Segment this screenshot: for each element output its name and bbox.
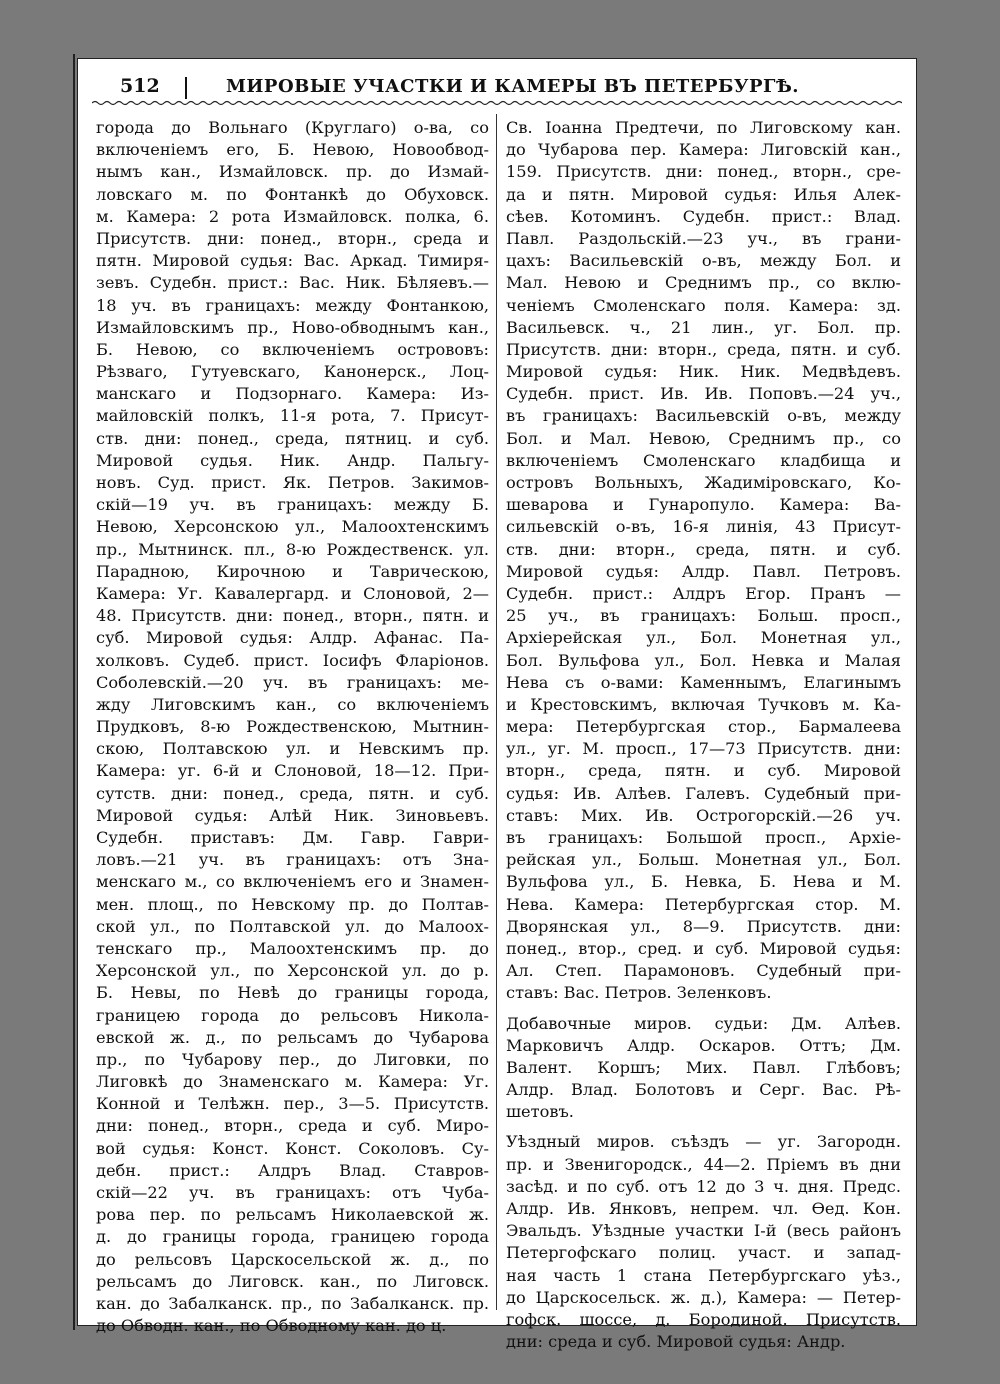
left-column-text-line: зевъ. Судебн. прист.: Вас. Ник. Бѣляевъ.— (96, 273, 489, 293)
right-column-text-line: Вульфова ул., Б. Невка, Б. Нева и М. (506, 872, 901, 892)
left-column-text-line: до рельсовъ Царскосельской ж. д., по (96, 1249, 489, 1269)
left-column-text-line: Невою, Херсонскою ул., Малоохтенскимъ (96, 517, 489, 537)
right-column-text-line: Ал. Степ. Парамоновъ. Судебный при- (506, 961, 901, 981)
left-column-text-line: Б. Невою, со включеніемъ острововъ: (96, 339, 489, 359)
outer-frame-line (73, 54, 75, 1330)
left-column-text-line: майловскій полкъ, 11-я рота, 7. Присут- (96, 406, 489, 426)
left-column-text-line: Присутств. дни: понед., вторн., среда и (96, 228, 489, 248)
left-column-text-line: Соболевскій.—20 уч. въ границахъ: ме- (96, 672, 489, 692)
left-column-text-line: манскаго и Подзорнаго. Камера: Из- (96, 384, 489, 404)
left-column-text-line: границею города до рельсовъ Никола- (96, 1005, 489, 1025)
right-column-text-line: понед., втор., сред. и суб. Мировой судья: (506, 938, 901, 958)
right-column-text-line: ставъ: Мих. Ив. Острогорскій.—26 уч. (506, 805, 901, 825)
right-column-text-line: ул., уг. М. просп., 17—73 Присутств. дни: (506, 739, 901, 759)
right-column-text-line: да и пятн. Мировой судья: Илья Алек- (506, 184, 901, 204)
right-column-text-line: шетовъ. (506, 1102, 574, 1122)
left-column-text-line: дни: понед., вторн., среда и суб. Миро- (96, 1116, 489, 1136)
left-column-text-line: пр., Мытнинск. пл., 8-ю Рождественск. ул. (96, 539, 489, 559)
left-column-text-line: новъ. Суд. прист. Як. Петров. Закимов- (96, 473, 489, 492)
left-column-text-line: включеніемъ его, Б. Невою, Новообвод- (96, 140, 489, 160)
left-column-text-line: м. Камера: 2 рота Измайловск. полка, 6. (96, 206, 489, 226)
left-column-text-line: города до Вольнаго (Круглаго) о-ва, со (96, 118, 489, 137)
right-column-text-line: Павл. Раздольскій.—23 уч., въ грани- (506, 228, 901, 248)
right-column-text-line: Валент. Коршъ; Мих. Павл. Глѣбовъ; (506, 1057, 901, 1077)
right-column-text-line: островъ Вольныхъ, Жадиміровскаго, Ко- (506, 473, 901, 492)
right-column-text-line: въ границахъ: Васильевскій о-въ, между (506, 406, 901, 426)
right-column-text-line: Судебн. прист.: Алдръ Егор. Пранъ — (506, 583, 901, 603)
left-column-text-line: д. до границы города, границею города (96, 1227, 489, 1247)
page-title: МИРОВЫЕ УЧАСТКИ И КАМЕРЫ ВЪ ПЕТЕРБУРГѢ. (226, 76, 800, 97)
right-column-text-line: Нева. Камера: Петербургская стор. М. (506, 894, 901, 914)
right-column-text-line: Алдр. Влад. Болотовъ и Серг. Вас. Рѣ- (506, 1080, 901, 1100)
left-column-text-line: ской ул., по Полтавской ул. до Малоох- (96, 916, 489, 936)
right-column-text-line: ств. дни: вторн., среда, пятн. и суб. (506, 539, 901, 559)
left-column-text-line: ловскаго м. по Фонтанкѣ до Обуховск. (96, 184, 489, 204)
left-column-text-line: менскаго м., со включеніемъ его и Знамен- (96, 872, 489, 892)
left-column-text-line: Б. Невы, по Невѣ до границы города, (96, 983, 489, 1003)
right-column-text-line: ная часть 1 стана Петербургскаго уѣз., (506, 1265, 901, 1285)
header-wavy-rule (92, 99, 902, 107)
left-column-text-line: ловъ.—21 уч. въ границахъ: отъ Зна- (96, 850, 489, 870)
right-column-text-line: шеварова и Гунаропуло. Камера: Ва- (506, 495, 901, 515)
header-separator (185, 77, 187, 99)
right-column-text-line: Мал. Невою и Среднимъ пр., со вклю- (506, 273, 901, 293)
left-column-text-line: Лиговкѣ до Знаменскаго м. Камера: Уг. (96, 1072, 489, 1092)
left-column-text-line: рельсамъ до Лиговск. кан., по Лиговск. (96, 1271, 489, 1291)
left-column-text-line: рова пер. по рельсамъ Николаевской ж. (96, 1205, 489, 1225)
right-column-text-line: Добавочные миров. судьи: Дм. Алѣев. (506, 1013, 901, 1033)
left-column-text-line: Камера: уг. 6-й и Слоновой, 18—12. При- (96, 761, 489, 781)
left-column-text-line: ств. дни: понед., среда, пятниц. и суб. (96, 428, 489, 448)
right-column-text-line: Св. Іоанна Предтечи, по Лиговскому кан. (506, 118, 901, 137)
left-column-text-line: кан. до Забалканск. пр., по Забалканск. пр. (96, 1293, 489, 1313)
book-page (77, 58, 917, 1352)
right-column-text-line: до Чубарова пер. Камера: Лиговскій кан., (506, 140, 901, 160)
left-column-text-line: пятн. Мировой судья: Вас. Аркад. Тимиря- (96, 251, 489, 271)
right-column-text-line: Бол. и Мал. Невою, Среднимъ пр., со (506, 428, 901, 448)
right-column-text-line: 159. Присутств. дни: понед., вторн., сре- (506, 162, 901, 182)
left-column-text-line: евской ж. д., по рельсамъ до Чубарова (96, 1027, 489, 1047)
right-column-text-line: пр. и Звенигородск., 44—2. Пріемъ въ дни (506, 1154, 901, 1174)
left-column-text-line: 18 уч. въ границахъ: между Фонтанкою, (96, 295, 489, 315)
right-column-text-line: дни: среда и суб. Мировой судья: Андр. (506, 1332, 846, 1352)
left-column-text-line: жду Лиговскимъ кан., со включеніемъ (96, 694, 489, 714)
left-column-text-line: дебн. прист.: Алдръ Влад. Ставров- (96, 1160, 489, 1180)
left-column-text-line: Рѣзваго, Гутуевскаго, Канонерск., Лоц- (96, 362, 489, 382)
right-column-text-line: до Царскосельск. ж. д.), Камера: — Петер- (506, 1287, 901, 1307)
left-column-text-line: Судебн. приставъ: Дм. Гавр. Гаври- (96, 828, 489, 847)
right-column-text-line: и Крестовскимъ, включая Тучковъ м. Ка- (506, 694, 901, 714)
right-column-text-line: въ границахъ: Большой просп., Архіе- (506, 828, 901, 847)
right-column-text-line: Васильевск. ч., 21 лин., уг. Бол. пр. (506, 317, 901, 337)
left-column-text-line: Мировой судья: Алѣй Ник. Зиновьевъ. (96, 805, 489, 825)
right-column-text-line: судья: Ив. Алѣев. Галевъ. Судебный при- (506, 783, 901, 803)
left-column-text-line: 48. Присутств. дни: понед., вторн., пятн. и (96, 606, 489, 626)
left-column-text-line: скій—19 уч. въ границахъ: между Б. (96, 495, 489, 515)
right-column-text-line: вторн., среда, пятн. и суб. Мировой (506, 761, 901, 781)
right-column-paragraph-gap (506, 1005, 901, 1013)
left-column-text-line: нымъ кан., Измайловск. пр. до Измай- (96, 162, 489, 182)
right-column-text-line: мера: Петербургская стор., Бармалеева (506, 717, 901, 737)
right-text-column (506, 117, 901, 1353)
left-column-text-line: сутств. дни: понед., среда, пятн. и суб. (96, 783, 489, 803)
left-column-text-line: скою, Полтавскою ул. и Невскимъ пр. (96, 739, 489, 759)
right-column-paragraph-gap (506, 1123, 901, 1131)
left-column-text-line: мен. площ., по Невскому пр. до Полтав- (96, 894, 489, 914)
right-column-text-line: сѣев. Котоминъ. Судебн. прист.: Влад. (506, 206, 901, 226)
left-column-text-line: Прудковъ, 8-ю Рождественскою, Мытнин- (96, 717, 489, 737)
column-divider (496, 114, 497, 1310)
left-column-text-line: вой судья: Конст. Конст. Соколовъ. Су- (96, 1138, 489, 1158)
left-column-text-line: скій—22 уч. въ границахъ: отъ Чуба- (96, 1183, 489, 1202)
page-number: 512 (120, 75, 160, 97)
left-column-text-line: Херсонской ул., по Херсонской ул. до р. (96, 961, 489, 981)
right-column-text-line: Мировой судья: Ник. Ник. Медвѣдевъ. (506, 362, 901, 382)
left-column-text-line: до Обводн. кан., по Обводному кан. до ц. (96, 1316, 447, 1336)
left-column-text-line: Камера: Уг. Кавалергард. и Слоновой, 2— (96, 583, 489, 603)
right-column-text-line: Марковичъ Алдр. Оскаров. Оттъ; Дм. (506, 1035, 901, 1055)
right-column-text-line: Нева съ о-вами: Каменнымъ, Елагинымъ (506, 672, 901, 692)
right-column-text-line: Бол. Вульфова ул., Бол. Невка и Малая (506, 650, 901, 670)
right-column-text-line: Эвальдъ. Уѣздные участки І-й (весь районъ (506, 1221, 901, 1241)
left-column-text-line: пр., по Чубарову пер., до Лиговки, по (96, 1049, 489, 1069)
right-column-text-line: Алдр. Ив. Янковъ, непрем. чл. Ѳед. Кон. (506, 1199, 901, 1218)
right-column-text-line: Судебн. прист. Ив. Ив. Поповъ.—24 уч., (506, 384, 901, 404)
right-column-text-line: Петергофскаго полиц. участ. и запад- (506, 1243, 901, 1263)
right-column-text-line: Мировой судья: Алдр. Павл. Петровъ. (506, 561, 901, 581)
left-column-text-line: Мировой судья. Ник. Андр. Пальгу- (96, 450, 489, 470)
right-column-text-line: Уѣздный миров. съѣздъ — уг. Загородн. (506, 1132, 901, 1152)
left-column-text-line: тенскаго пр., Малоохтенскимъ пр. до (96, 938, 489, 958)
left-column-text-line: Парадною, Кирочною и Таврическою, (96, 561, 489, 581)
left-column-text-line: суб. Мировой судья: Алдр. Афанас. Па- (96, 628, 489, 648)
left-column-text-line: Конной и Телѣжн. пер., 3—5. Присутств. (96, 1094, 489, 1114)
right-column-text-line: цахъ: Васильевскій о-въ, между Бол. и (506, 251, 901, 271)
right-column-text-line: гофск. шоссе, д. Бородиной. Присутств. (506, 1309, 901, 1329)
right-column-text-line: засѣд. и по суб. отъ 12 до 3 ч. дня. Предс. (506, 1176, 901, 1196)
right-column-text-line: включеніемъ Смоленскаго кладбища и (506, 450, 901, 470)
right-column-text-line: ставъ: Вас. Петров. Зеленковъ. (506, 983, 772, 1003)
right-column-text-line: Дворянская ул., 8—9. Присутств. дни: (506, 916, 901, 936)
right-column-text-line: Архіерейская ул., Бол. Монетная ул., (506, 628, 901, 648)
page-header (108, 71, 908, 101)
left-column-text-line: холковъ. Судеб. прист. Іосифъ Фларіонов. (96, 650, 489, 670)
right-column-text-line: Присутств. дни: вторн., среда, пятн. и суб. (506, 339, 901, 359)
right-column-text-line: рейская ул., Больш. Монетная ул., Бол. (506, 850, 901, 870)
right-column-text-line: 25 уч., въ границахъ: Больш. просп., (506, 606, 901, 626)
left-column-text-line: Измайловскимъ пр., Ново-обводнымъ кан., (96, 317, 489, 337)
right-column-text-line: ченіемъ Смоленскаго поля. Камера: зд. (506, 295, 901, 315)
left-text-column (96, 117, 489, 1337)
right-column-text-line: сильевскій о-въ, 16-я линія, 43 Присут- (506, 517, 901, 537)
